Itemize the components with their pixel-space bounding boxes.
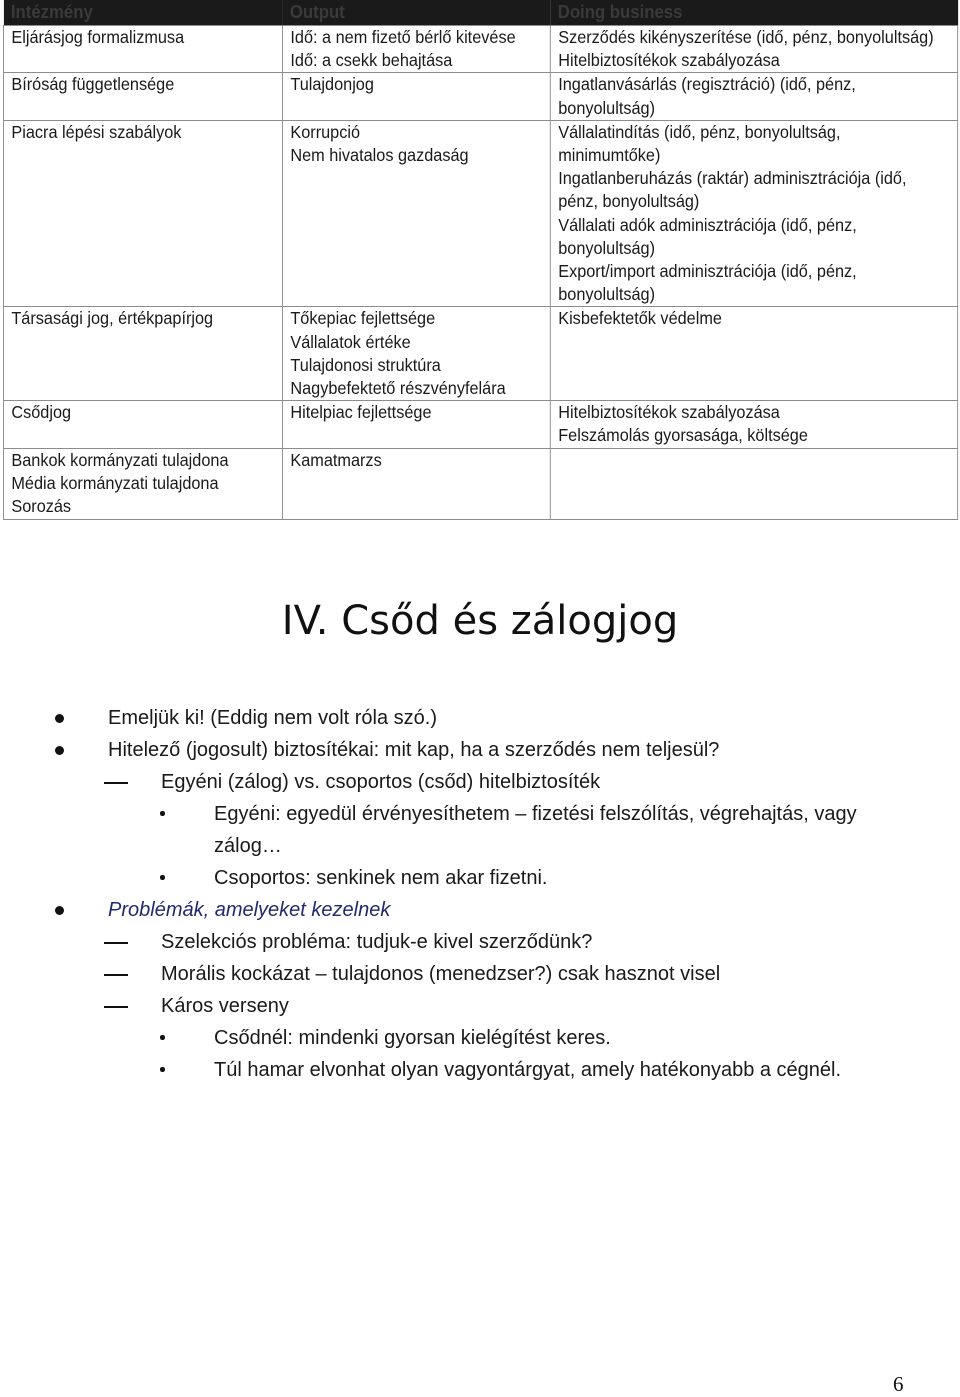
table-cell: Bíróság függetlensége [3, 73, 282, 120]
small-dot-icon [160, 1067, 165, 1072]
list-item: Szelekciós probléma: tudjuk-e kivel szerződünk? [0, 926, 904, 958]
table-cell: Kisbefektetők védelme [550, 307, 957, 401]
dot-icon [55, 714, 64, 723]
bullet-list [0, 702, 904, 1086]
dot-icon [55, 906, 64, 915]
table-cell: Bankok kormányzati tulajdona Média kormányzati tulajdona Sorozás [3, 448, 282, 519]
table-cell: Piacra lépési szabályok [3, 120, 282, 307]
table-cell: Csődjog [3, 401, 282, 448]
list-item: Emeljük ki! (Eddig nem volt róla szó.) [0, 702, 904, 734]
table-cell: Eljárásjog formalizmusa [3, 26, 282, 73]
table-cell [550, 448, 957, 519]
list-item: Túl hamar elvonhat olyan vagyontárgyat, amely hatékonyabb a cégnél. [0, 1054, 904, 1086]
table-cell: Tulajdonjog [282, 73, 550, 120]
list-item: Csoportos: senkinek nem akar fizetni. [0, 862, 904, 894]
table-cell: Hitelbiztosítékok szabályozása Felszámolás gyorsasága, költsége [550, 401, 957, 448]
table-cell: Szerződés kikényszerítése (idő, pénz, bonyolultság) Hitelbiztosítékok szabályozása [550, 26, 957, 73]
table-cell: Hitelpiac fejlettsége [282, 401, 550, 448]
list-item: Problémák, amelyeket kezelnek [0, 894, 904, 926]
dash-icon [104, 1006, 128, 1008]
table-row [3, 73, 957, 120]
dash-icon [104, 782, 128, 784]
header-intezmeny: Intézmény [3, 0, 282, 26]
table-header-row [3, 0, 957, 26]
header-output: Output [282, 0, 550, 26]
list-item: Egyéni (zálog) vs. csoportos (csőd) hitelbiztosíték [0, 766, 904, 798]
list-item: Morális kockázat – tulajdonos (menedzser?) csak hasznot visel [0, 958, 904, 990]
dash-icon [104, 942, 128, 944]
table-row [3, 120, 957, 307]
list-item: Csődnél: mindenki gyorsan kielégítést keres. [0, 1022, 904, 1054]
table-row [3, 26, 957, 73]
table-row [3, 307, 957, 401]
institutions-table [3, 0, 958, 520]
table-cell: Tőkepiac fejlettsége Vállalatok értéke Tulajdonosi struktúra Nagybefektető részvényfelára [282, 307, 550, 401]
small-dot-icon [160, 811, 165, 816]
table-cell: Idő: a nem fizető bérlő kitevése Idő: a csekk behajtása [282, 26, 550, 73]
table-cell: Vállalatindítás (idő, pénz, bonyolultság, minimumtőke) Ingatlanberuházás (raktár) adminisztrációja (idő, pénz, bonyolultság) Vállalati adók adminisztrációja (idő, pénz, bonyolultság) Export/import adminisztrációja (idő, pénz, bonyolultság) [550, 120, 957, 307]
small-dot-icon [160, 875, 165, 880]
table-cell: Társasági jog, értékpapírjog [3, 307, 282, 401]
table-row [3, 401, 957, 448]
header-doing-business: Doing business [550, 0, 957, 26]
section-title: IV. Csőd és zálogjog [281, 598, 679, 644]
list-item: Káros verseny [0, 990, 904, 1022]
dash-icon [104, 974, 128, 976]
dot-icon [55, 746, 64, 755]
small-dot-icon [160, 1035, 165, 1040]
table-cell: Ingatlanvásárlás (regisztráció) (idő, pénz, bonyolultság) [550, 73, 957, 120]
table-cell: Kamatmarzs [282, 448, 550, 519]
list-item: Egyéni: egyedül érvényesíthetem – fizetési felszólítás, végrehajtás, vagy zálog… [0, 798, 904, 862]
list-item: Hitelező (jogosult) biztosítékai: mit kap, ha a szerződés nem teljesül? [0, 734, 904, 766]
page-number: 6 [893, 1372, 904, 1396]
table-row [3, 448, 957, 519]
table-cell: Korrupció Nem hivatalos gazdaság [282, 120, 550, 307]
